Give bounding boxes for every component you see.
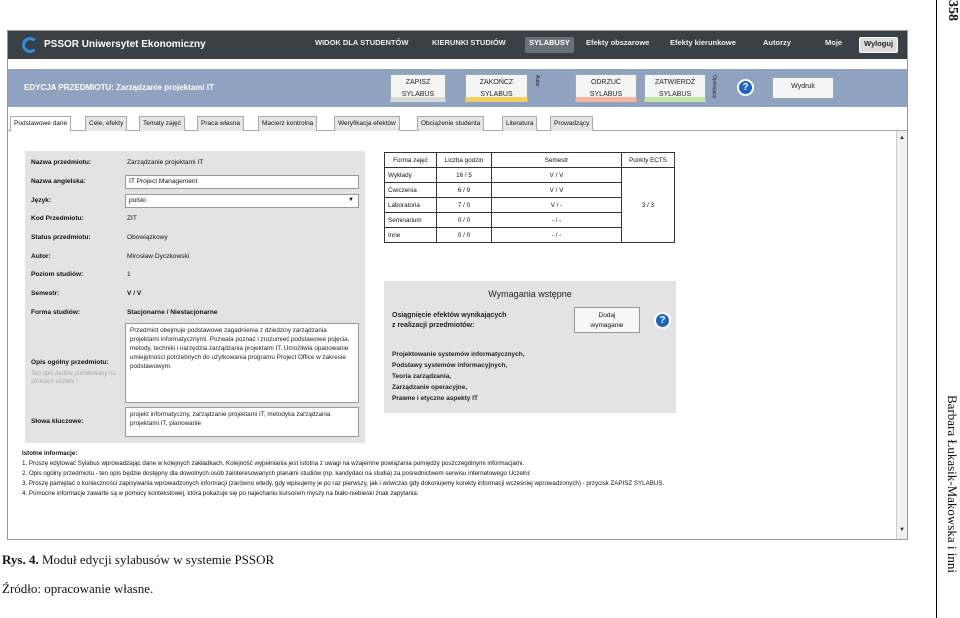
edit-toolbar xyxy=(8,69,908,107)
info-title: Istotne informacje: xyxy=(22,450,78,457)
course-name-label: Nazwa przedmiotu: xyxy=(31,159,92,166)
form-cell: Inne xyxy=(385,228,437,243)
tab-student-workload[interactable]: Obciążenie studenta xyxy=(417,116,484,131)
figure-source: Źródło: opracowanie własne. xyxy=(2,581,154,596)
hours-cell: 0 / 0 xyxy=(437,213,492,228)
save-syllabus-button[interactable]: ZAPISZ SYLABUS xyxy=(390,74,446,102)
ects-table xyxy=(384,152,675,243)
list-item: Projektowanie systemów informatycznych, xyxy=(392,351,525,358)
info-line: 4. Pomocne informacje zawarte są w pomocy kontekstowej, która pokazuje się po najechaniu kursorem myszy na biało-niebieski znak zapytania. xyxy=(22,490,419,497)
course-status-label: Status przedmiotu: xyxy=(31,234,91,241)
nav-program-outcomes[interactable]: Efekty kierunkowe xyxy=(670,38,736,47)
column-header: Forma zajęć xyxy=(385,153,437,168)
tab-class-topics[interactable]: Tematy zajęć xyxy=(139,116,185,131)
approve-syllabus-button[interactable]: ZATWIERDŹ SYLABUS xyxy=(644,74,706,102)
info-line: 2. Opis ogólny przedmiotu - ten opis będzie dostępny dla dowolnych osób zainteresowanych planami studiów (np. kandydaci na studia) za pośrednictwem serwisu internetowego Uczelni; xyxy=(22,470,531,477)
caption-label: Rys. 4. xyxy=(2,552,39,567)
screenshot-frame xyxy=(7,30,908,540)
description-textarea[interactable]: Przedmiot obejmuje podstawowe zagadnienia z dziedziny zarządzania projektami informatycznymi. Pozwala poznać i zrozumieć podstawowe pojęcia, metody, techniki i narzędzia zarządzania projektami IT. Umożliwia opanowanie umiejętności potrzebnych do użytkowania programu Project Office w zakresie podstawowym. xyxy=(125,323,359,403)
tab-goals-outcomes[interactable]: Cele, efekty xyxy=(85,116,127,131)
vertical-scrollbar[interactable] xyxy=(896,131,908,540)
prerequisites-list xyxy=(392,349,525,404)
hours-cell: 7 / 0 xyxy=(437,198,492,213)
hours-cell: 0 / 0 xyxy=(437,228,492,243)
study-level-label: Poziom studiów: xyxy=(31,271,84,278)
course-form xyxy=(25,151,365,443)
dropdown-arrow-icon: ▼ xyxy=(348,197,354,203)
prerequisites-panel xyxy=(384,281,676,413)
english-name-label: Nazwa angielska: xyxy=(31,178,86,185)
study-mode-label: Forma studiów: xyxy=(31,309,81,316)
tab-own-work[interactable]: Praca własna xyxy=(197,116,244,131)
ects-cell: 3 / 3 xyxy=(622,168,675,243)
author-value: Mirosław Dyczkowski xyxy=(127,253,190,260)
nav-study-programs[interactable]: KIERUNKI STUDIÓW xyxy=(432,38,506,47)
info-line: 3. Proszę pamiętać o konieczności zapisywania wprowadzonych informacji (zarówno wtedy, gdy wpisujemy je po raz pierwszy, jak i wówczas gdy dokonujemy korekty informacji wcześniej wprowadzonych) - przycisk ZAPISZ SYLABUS. xyxy=(22,480,665,487)
description-label: Opis ogólny przedmiotu: xyxy=(31,359,109,366)
nav-syllabi[interactable]: SYLABUSY xyxy=(525,37,574,53)
nav-student-view[interactable]: WIDOK DLA STUDENTÓW xyxy=(315,38,409,47)
hours-cell: 6 / 9 xyxy=(437,183,492,198)
keywords-textarea[interactable]: projekt informatyczny, zarządzanie projektami IT, metodyka zarządzania projektami IT, planowanie xyxy=(125,407,359,437)
language-label: Język: xyxy=(31,197,52,204)
semester-cell: - / - xyxy=(492,213,622,228)
course-code-label: Kod Przedmiotu: xyxy=(31,215,84,222)
top-navigation-bar xyxy=(8,31,908,59)
prerequisites-title: Wymagania wstępne xyxy=(488,289,572,299)
column-header: Liczba godzin xyxy=(437,153,492,168)
add-requirement-button[interactable]: Dodaj wymaganie xyxy=(574,307,640,333)
finish-syllabus-button[interactable]: ZAKOŃCZ SYLABUS xyxy=(465,74,528,102)
nav-authors[interactable]: Autorzy xyxy=(763,38,791,47)
nav-mine[interactable]: Moje xyxy=(825,38,843,47)
study-mode-value: Stacjonarne / Niestacjonarne xyxy=(127,309,218,316)
semester-cell: V / V xyxy=(492,168,622,183)
scroll-up-icon[interactable]: ▲ xyxy=(899,135,905,141)
keywords-label: Słowa kluczowe: xyxy=(31,418,84,425)
prerequisites-lead: Osiągnięcie efektów wynikających z realizacji przedmiotów: xyxy=(392,312,507,329)
language-select[interactable]: polski ▼ xyxy=(125,194,359,208)
tab-basic-data[interactable]: Podstawowe dane xyxy=(10,116,71,132)
reviewer-group-label: Opiniujący xyxy=(711,75,717,99)
logout-button[interactable]: Wyloguj xyxy=(859,37,898,53)
form-cell: Seminarium xyxy=(385,213,437,228)
important-info xyxy=(22,449,892,499)
form-cell: Ćwiczenia xyxy=(385,183,437,198)
edit-title: EDYCJA PRZEDMIOTU: Zarządzanie projektami IT xyxy=(24,83,214,92)
scroll-down-icon[interactable]: ▼ xyxy=(899,527,905,533)
semester-label: Semestr: xyxy=(31,290,60,297)
app-brand: PSSOR Uniwersytet Ekonomiczny xyxy=(44,39,206,50)
author-label: Autor: xyxy=(31,253,51,260)
margin-rule xyxy=(936,0,937,618)
info-line: 1. Proszę edytować Sylabus wprowadzając dane w kolejnych zakładkach. Kolejność wypełniania jest istotna z uwagi na wzajemne powiązania pomiędzy poszczególnymi informacjami. xyxy=(22,460,525,467)
basic-data-panel xyxy=(8,131,896,540)
hours-cell: 16 / 5 xyxy=(437,168,492,183)
figure-caption xyxy=(2,552,274,568)
column-header: Semestr xyxy=(492,153,622,168)
table-header-row xyxy=(385,153,675,168)
nav-area-outcomes[interactable]: Efekty obszarowe xyxy=(586,38,650,47)
list-item: Teoria zarządzania, xyxy=(392,373,452,380)
author-group-label: Autor xyxy=(534,75,540,87)
reject-syllabus-button[interactable]: ODRZUĆ SYLABUS xyxy=(575,74,637,102)
study-level-value: 1 xyxy=(127,271,131,278)
tab-bar xyxy=(8,115,908,131)
caption-text: Moduł edycji sylabusów w systemie PSSOR xyxy=(38,552,275,567)
semester-cell: - / - xyxy=(492,228,622,243)
print-button[interactable]: Wydruk xyxy=(772,77,834,99)
help-icon[interactable]: ? xyxy=(654,312,671,329)
tab-literature[interactable]: Literatura xyxy=(502,116,537,131)
tab-lecturers[interactable]: Prowadzący xyxy=(550,116,593,131)
list-item: Prawne i etyczne aspekty IT xyxy=(392,395,478,402)
semester-value: V / V xyxy=(127,290,142,297)
column-header: Punkty ECTS xyxy=(622,153,675,168)
page-number: 358 xyxy=(945,0,960,21)
help-icon[interactable]: ? xyxy=(737,79,754,96)
logo-icon xyxy=(22,37,38,53)
course-code-value: ZIT xyxy=(127,215,137,222)
semester-cell: V / - xyxy=(492,198,622,213)
list-item: Zarządzanie operacyjne, xyxy=(392,384,468,391)
semester-cell: V / V xyxy=(492,183,622,198)
running-head-author: Barbara Łukasik-Makowska i inni xyxy=(945,395,960,573)
list-item: Podstawy systemów informacyjnych, xyxy=(392,362,508,369)
english-name-input[interactable]: IT Project Management xyxy=(125,175,359,189)
course-status-value: Obowiązkowy xyxy=(127,234,168,241)
tab-control-matrix[interactable]: Macierz kontrolna xyxy=(258,116,317,131)
tab-outcome-verification[interactable]: Weryfikacja efektów xyxy=(334,116,400,131)
description-hint: Ten opis będzie publikowany na stronach uczelni ! xyxy=(31,371,116,385)
form-cell: Wykłady xyxy=(385,168,437,183)
table-row xyxy=(385,168,675,183)
form-cell: Laboratoria xyxy=(385,198,437,213)
course-name-value: Zarządzanie projektami IT xyxy=(127,159,204,166)
